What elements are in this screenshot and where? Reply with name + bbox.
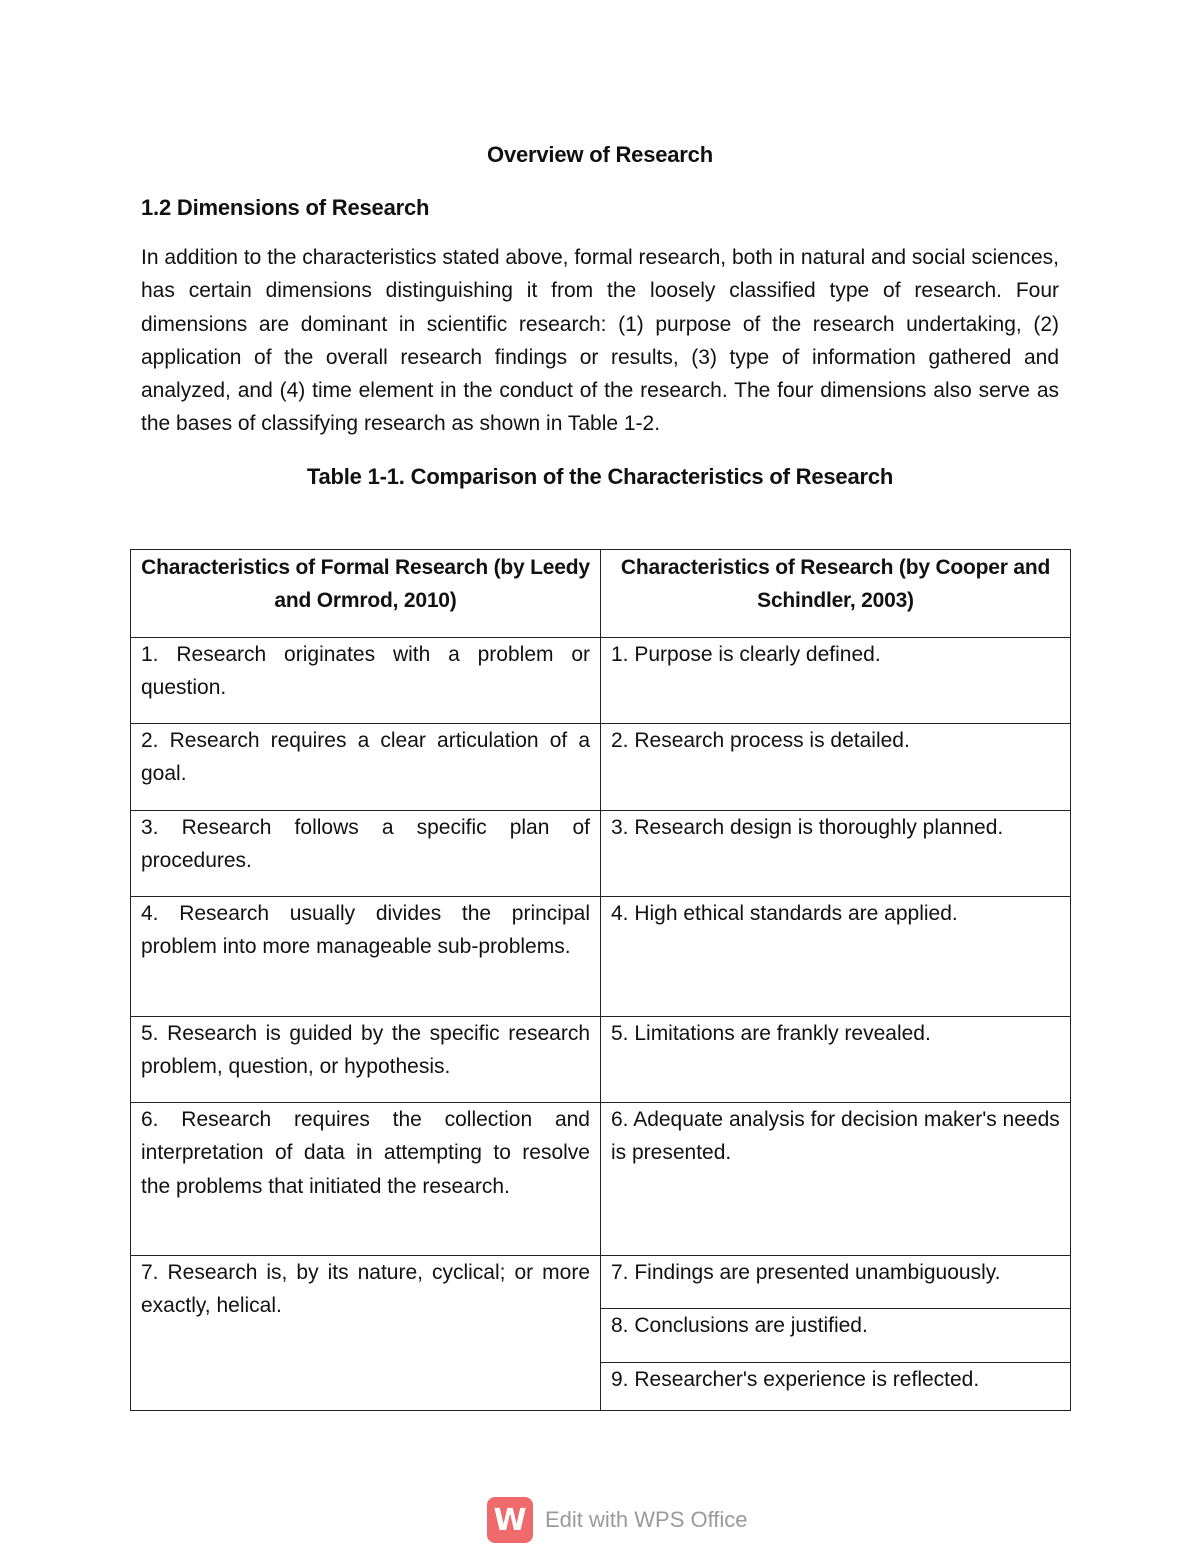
table-row — [131, 1017, 1071, 1103]
table-cell-left: 6. Research requires the collection and interpretation of data in attempting to resolve the problems that initiated the research. — [131, 1103, 601, 1256]
section-heading: 1.2 Dimensions of Research — [141, 195, 430, 220]
wps-logo-icon: W — [487, 1497, 533, 1543]
table-cell-left: 3. Research follows a specific plan of procedures. — [131, 811, 601, 897]
body-paragraph: In addition to the characteristics stated above, formal research, both in natural and social sciences, has certain dimensions distinguishing it from the loosely classified type of research. Four dimensions are dominant in scientific research: (1) purpose of the research undertaking, (2) application of the overall research findings or results, (3) type of information gathered and analyzed, and (4) time element in the conduct of the research. The four dimensions also serve as the bases of classifying research as shown in Table 1-2. — [141, 246, 1059, 436]
table-row — [131, 1103, 1071, 1256]
table-cell-left: 5. Research is guided by the specific research problem, question, or hypothesis. — [131, 1017, 601, 1103]
table-cell-right: 3. Research design is thoroughly planned. — [601, 811, 1071, 897]
table-cell-right: 4. High ethical standards are applied. — [601, 897, 1071, 1017]
table-cell-left: 2. Research requires a clear articulation of a goal. — [131, 724, 601, 811]
table-cell-left: 4. Research usually divides the principal problem into more manageable sub-problems. — [131, 897, 601, 1017]
table-cell-right: 8. Conclusions are justified. — [601, 1309, 1071, 1363]
table-row — [131, 1256, 1071, 1309]
table-cell-left: 1. Research originates with a problem or question. — [131, 638, 601, 724]
table-row — [131, 638, 1071, 724]
table-cell-right: 9. Researcher's experience is reflected. — [601, 1363, 1071, 1411]
table-cell-right: 1. Purpose is clearly defined. — [601, 638, 1071, 724]
table-header-cooper-schindler: Characteristics of Research (by Cooper and Schindler, 2003) — [601, 550, 1071, 638]
table-cell-right: 5. Limitations are frankly revealed. — [601, 1017, 1071, 1103]
table-cell-right: 2. Research process is detailed. — [601, 724, 1071, 811]
comparison-table — [130, 549, 1071, 1411]
table-cell-left: 7. Research is, by its nature, cyclical; or more exactly, helical. — [131, 1256, 601, 1411]
edit-with-wps-badge[interactable] — [487, 1497, 748, 1543]
table-cell-right: 7. Findings are presented unambiguously. — [601, 1256, 1071, 1309]
document-page — [141, 138, 1059, 512]
edit-with-wps-label[interactable]: Edit with WPS Office — [545, 1507, 748, 1532]
table-header-leedy-ormrod: Characteristics of Formal Research (by Leedy and Ormrod, 2010) — [131, 550, 601, 638]
document-title: Overview of Research — [487, 142, 713, 167]
table-row — [131, 811, 1071, 897]
table-caption: Table 1-1. Comparison of the Characteristics of Research — [306, 463, 894, 489]
table-header-row — [131, 550, 1071, 638]
table-row — [131, 897, 1071, 1017]
table-cell-right: 6. Adequate analysis for decision maker's needs is presented. — [601, 1103, 1071, 1256]
table-row — [131, 724, 1071, 811]
